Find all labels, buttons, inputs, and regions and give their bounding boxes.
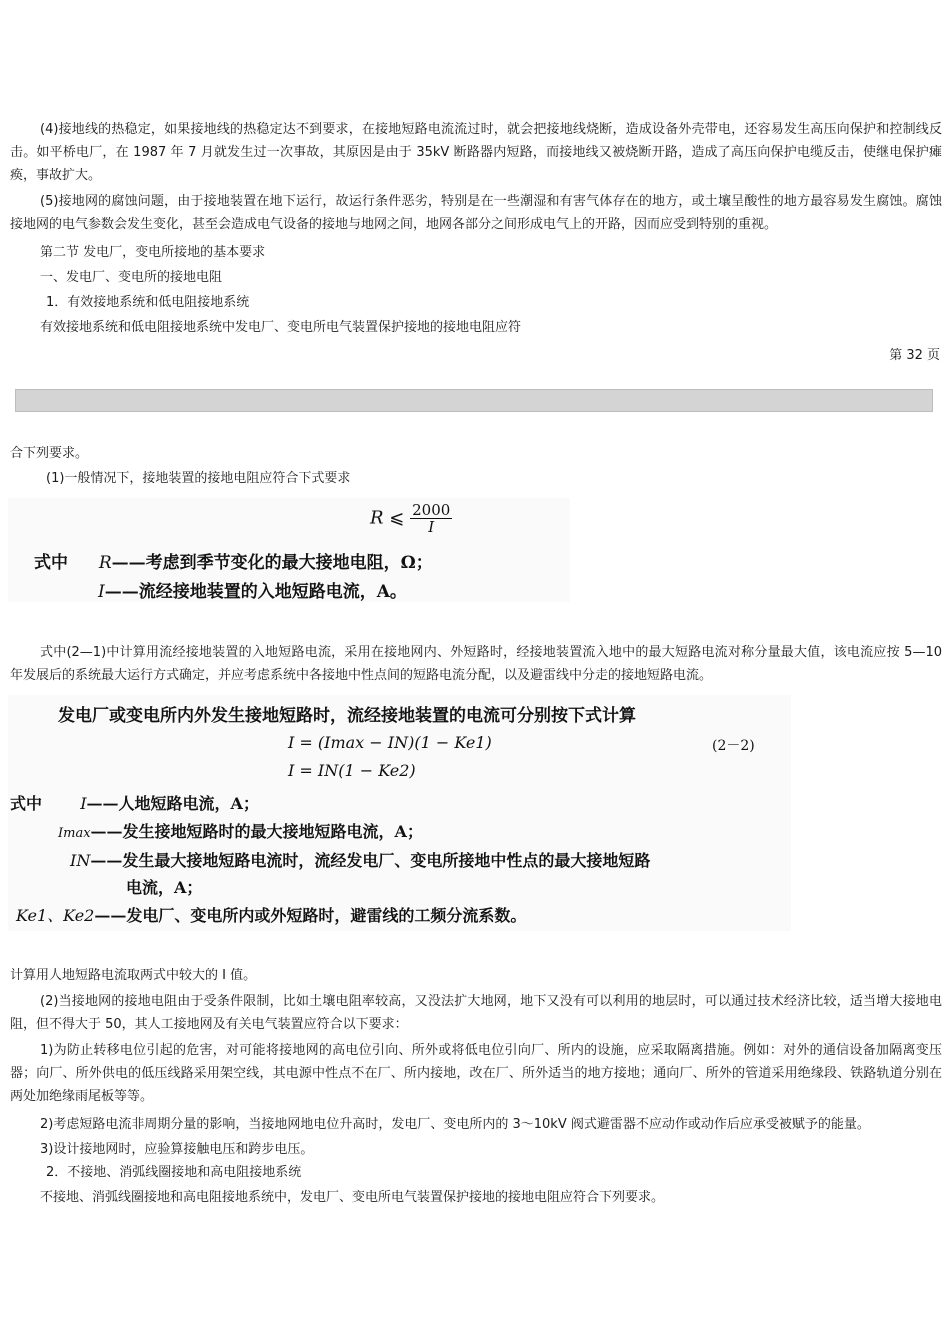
paragraph-requirement-2: (2)当接地网的接地电阻由于受条件限制，比如土壤电阻率较高，又没法扩大地网，地下又没有可以利用的地层时，可以通过技术经济比较，适当增大接地电阻，但不得大于 50，其人工接地网及有关电气装置应符合以下要求： xyxy=(10,994,942,1032)
section-title: 第二节 发电厂，变电所接地的基本要求 xyxy=(40,245,266,260)
def-i: ——流经接地装置的入地短路电流，A。 xyxy=(104,582,407,602)
equation-1: I = (Imax − IN)(1 − Ke1) xyxy=(288,733,492,752)
item-1-text: 有效接地系统和低电阻接地系统中发电厂、变电所电气装置保护接地的接地电阻应符 xyxy=(40,320,522,335)
formula-2-heading: 发电厂或变电所内外发生接地短路时，流经接地装置的电流可分别按下式计算 xyxy=(58,706,636,726)
formula-image-1: R ⩽ $\frac{2000}{I}$ 式中 R——考虑到季节变化的最大接地电阻，Ω； I——流经接地装置的入地短路电流，A。 xyxy=(8,498,570,602)
paragraph-surge-arrester: 2)考虑短路电流非周期分量的影响，当接地网地电位升高时，发电厂、变电所内的 3～10kV 阀式避雷器不应动作或动作后应承受被赋予的能量。 xyxy=(40,1117,870,1132)
paragraph-design-check: 3)设计接地网时，应验算接触电压和跨步电压。 xyxy=(40,1142,314,1157)
equation-2: I = IN(1 − Ke2) xyxy=(288,761,416,780)
paragraph-formula-note: 式中(2—1)中计算用流经接地装置的入地短路电流，采用在接地网内、外短路时，经接地装置流入地中的最大短路电流对称分量最大值，该电流应按 5—10 年发展后的系统最大运行方式确定，并应考虑系统中各接地中性点间的短路电流分配，以及避雷线中分走的接地短路电流。 xyxy=(10,645,942,683)
paragraph-isolation: 1)为防止转移电位引起的危害，对可能将接地网的高电位引向、所外或将低电位引向厂、所内的设施，应采取隔离措施。例如：对外的通信设备加隔离变压器；向厂、所外供电的低压线路采用架空线，其电源中性点不在厂、所内接地，改在厂、所外适当的地方接地；通向厂、所外的管道采用绝缘段、铁路轨道分别在两处加绝缘雨尾板等等。 xyxy=(10,1043,942,1104)
paragraph-thermal-stability: (4)接地线的热稳定，如果接地线的热稳定达不到要求，在接地短路电流流过时，就会把接地线烧断，造成设备外壳带电，还容易发生高压向保护和控制线反击。如平桥电厂，在 1987 年 7 月就发生过一次事故，其原因是由于 35kV 断路器内短路，而接地线又被烧断开路，造成了高压向保护电缆反击，使继电保护瘫痪，事故扩大。 xyxy=(10,122,942,183)
def-r: ——考虑到季节变化的最大接地电阻，Ω； xyxy=(111,553,433,573)
formula-2-1: R ⩽ $\frac{2000}{I}$ xyxy=(370,501,451,536)
def-3a: ——发生最大接地短路电流时，流经发电厂、变电所接地中性点的最大接地短路 xyxy=(90,851,651,870)
paragraph-corrosion: (5)接地网的腐蚀问题，由于接地装置在地下运行，故运行条件恶劣，特别是在一些潮湿和有害气体存在的地方，或土壤呈酸性的地方最容易发生腐蚀。腐蚀接地网的电气参数会发生变化，甚至会造成电气设备的接地与地网之间，地网各部分之间形成电气上的开路，因而应受到特别的重视。 xyxy=(10,194,942,232)
def-2: ——发生接地短路时的最大接地短路电流，A； xyxy=(90,822,423,841)
requirement-1: (1)一般情况下，接地装置的接地电阻应符合下式要求 xyxy=(46,471,351,486)
item-heading-2: 2．不接地、消弧线圈接地和高电阻接地系统 xyxy=(46,1165,302,1180)
equation-number: (2－2) xyxy=(712,738,755,754)
def-4: ——发电厂、变电所内或外短路时，避雷线的工频分流系数。 xyxy=(94,906,527,925)
page-divider xyxy=(15,389,933,412)
continued-text: 合下列要求。 xyxy=(10,446,89,461)
item-heading-1: 1．有效接地系统和低电阻接地系统 xyxy=(46,295,250,310)
calc-note: 计算用人地短路电流取两式中较大的 I 值。 xyxy=(10,968,257,983)
where-label: 式中 xyxy=(34,553,68,573)
formula-image-2: 发电厂或变电所内外发生接地短路时，流经接地装置的电流可分别按下式计算 I = (Imax − IN)(1 − Ke1) (2－2) I = IN(1 − Ke2) 式中 I——人地短路电流，A； Imax——发生接地短路时的最大接地短路电流，A； IN——发生最大接地短路电流时，流经发电厂、变电所接地中性点的最大接地短路 电流，A； Ke1、Ke2——发电厂、变电所内或外短路时，避雷线的工频分流系数。 xyxy=(8,695,791,931)
def-3b: 电流，A； xyxy=(126,878,203,897)
item-2-text: 不接地、消弧线圈接地和高电阻接地系统中，发电厂、变电所电气装置保护接地的接地电阻应符合下列要求。 xyxy=(40,1190,665,1205)
page-number: 第 32 页 xyxy=(889,348,940,363)
subsection-heading: 一、发电厂、变电所的接地电阻 xyxy=(40,270,223,285)
def-1: ——人地短路电流，A； xyxy=(86,794,259,813)
